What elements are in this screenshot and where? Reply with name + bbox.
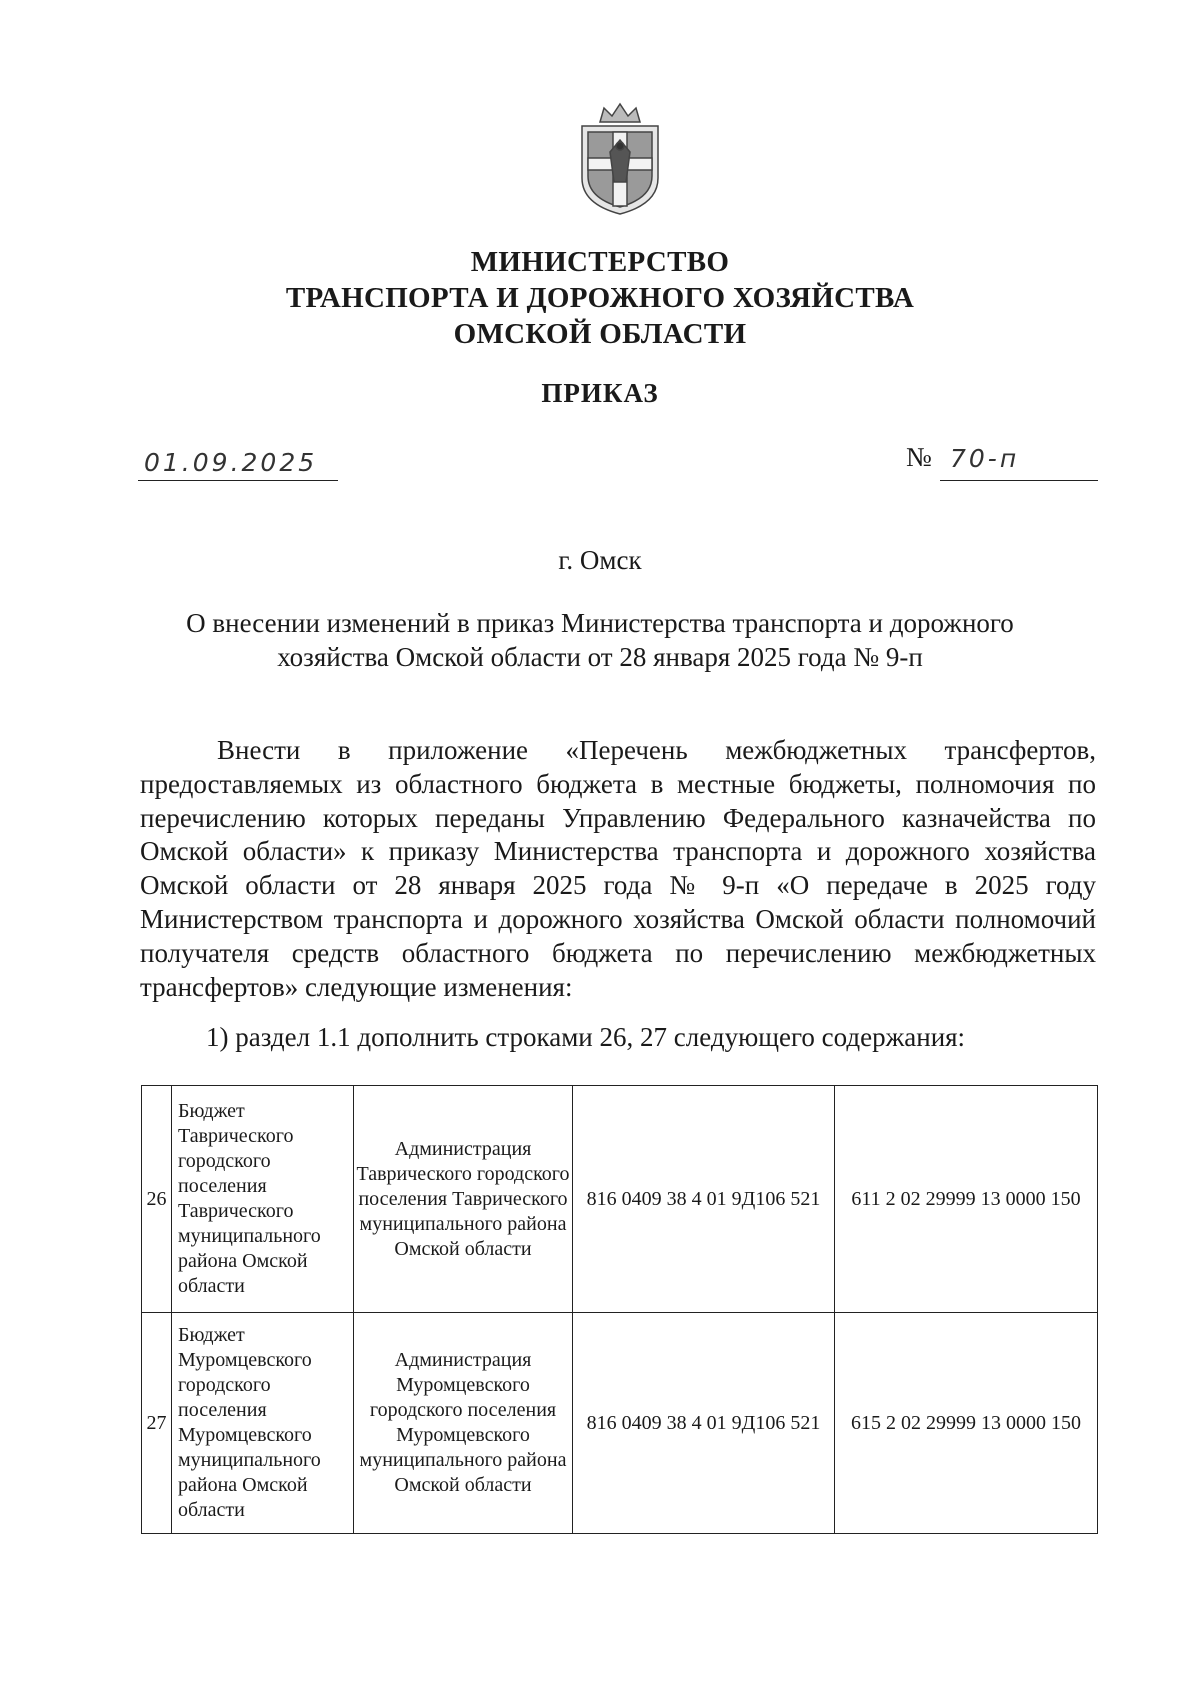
expense-code: 816 0409 38 4 01 9Д106 521 [573,1313,835,1534]
expense-code: 816 0409 38 4 01 9Д106 521 [573,1086,835,1313]
budget-name [172,1086,354,1313]
income-code: 615 2 02 29999 13 0000 150 [835,1313,1098,1534]
omsk-coat-of-arms-icon [570,100,670,218]
ministry-title-line-3: ОМСКОЙ ОБЛАСТИ [453,318,747,350]
transfers-table [141,1085,1098,1534]
budget-name [172,1313,354,1534]
number-field [940,444,1098,481]
budget-name-text: Бюджет Таврического городского поселения Таврического муниципального района Омской области [178,1100,321,1297]
document-subject [0,606,1200,674]
administrator-name-text: Администрация Таврического городского поселения Таврического муниципального района Омской области [356,1137,570,1260]
body-paragraph: Внести в приложение «Перечень межбюджетных трансфертов, предоставляемых из областного бюджета в местные бюджеты, полномочия по перечислению которых переданы Управлению Федерального казначейства по Омской области» к приказу Министерства транспорта и дорожного хозяйства Омской области от 28 января 2025 года № 9-п «О передаче в 2025 году Министерством транспорта и дорожного хозяйства Омской области полномочий получателя средств областного бюджета по перечислению межбюджетных трансфертов» следующие изменения: [140,735,1096,1002]
row-number: 27 [142,1313,172,1534]
date-field [138,446,338,481]
income-code: 611 2 02 29999 13 0000 150 [835,1086,1098,1313]
administrator-name [354,1086,573,1313]
row-number: 26 [142,1086,172,1313]
table-row [142,1313,1098,1534]
administrator-name [354,1313,573,1534]
budget-name-text: Бюджет Муромцевского городского поселения Муромцевского муниципального района Омской области [178,1324,321,1521]
city: г. Омск [558,545,642,575]
ministry-title-line-2: ТРАНСПОРТА И ДОРОЖНОГО ХОЗЯЙСТВА [285,282,915,314]
handwritten-date: 01.09.2025 [144,448,318,477]
ministry-title-line-1: МИНИСТЕРСТВО [470,246,730,278]
document-type-title: ПРИКАЗ [541,378,659,408]
amendment-item-1: 1) раздел 1.1 дополнить строками 26, 27 следующего содержания: [206,1022,966,1052]
subject-line-2: хозяйства Омской области от 28 января 2025 года № 9-п [277,642,923,672]
administrator-name-text: Администрация Муромцевского городского поселения Муромцевского муниципального района Омской области [359,1349,567,1496]
handwritten-number: 70-п [950,444,1020,473]
table-row [142,1086,1098,1313]
subject-line-1: О внесении изменений в приказ Министерства транспорта и дорожного [186,608,1014,638]
number-label: № [906,442,932,472]
